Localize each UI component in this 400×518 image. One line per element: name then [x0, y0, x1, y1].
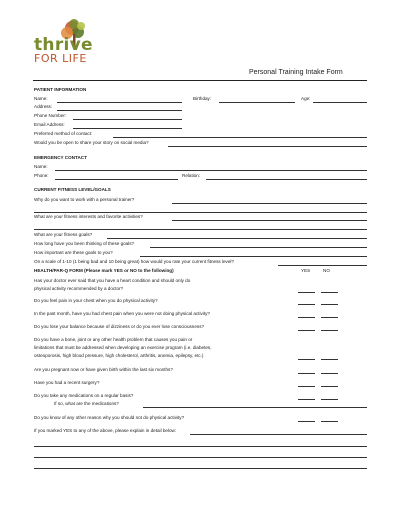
health-q7-yes[interactable] — [298, 386, 315, 387]
health-q4-yes[interactable] — [298, 330, 315, 331]
age-label: Age: — [301, 96, 311, 101]
fitness-q2-label: What are your fitness interests and favorite activities? — [34, 214, 143, 219]
social-media-field[interactable] — [168, 146, 367, 147]
address-field[interactable] — [57, 110, 182, 111]
fitness-q3-label: What are your fitness goals? — [34, 232, 93, 237]
no-column-header: NO — [323, 268, 330, 273]
health-q6-yes[interactable] — [298, 373, 315, 374]
emergency-name-label: Name: — [34, 164, 48, 169]
email-label: Email Address: — [34, 122, 65, 127]
health-q8-line1: Do you take any medications on a regular basis? — [34, 393, 134, 398]
health-q9-label: Do you know of any other reason why you should not do physical activity? — [34, 415, 185, 420]
health-q2-no[interactable] — [321, 304, 338, 305]
preferred-contact-field[interactable] — [113, 137, 367, 138]
fitness-q1-field-2[interactable] — [34, 212, 367, 213]
health-q8-no[interactable] — [321, 399, 338, 400]
health-q7-no[interactable] — [321, 386, 338, 387]
fitness-q5-label: How important are these goals to you? — [34, 250, 113, 255]
health-q1-yes[interactable] — [298, 292, 315, 293]
health-q1-line2: physical activity recommended by a doctor? — [34, 286, 124, 291]
health-q6-label: Are you pregnant now or have given birth within the last six months? — [34, 367, 173, 372]
emergency-heading: EMERGENCY CONTACT — [34, 155, 87, 160]
health-q2-label: Do you feel pain in your chest when you do physical activity? — [34, 298, 158, 303]
explain-field-4[interactable] — [34, 468, 367, 469]
logo-forlife-text: FOR LIFE — [34, 52, 87, 65]
logo-thrive-text: thrive — [34, 35, 93, 55]
health-q9-yes[interactable] — [298, 421, 315, 422]
fitness-heading: CURRENT FITNESS LEVEL/GOALS — [34, 187, 111, 192]
birthday-field[interactable] — [219, 102, 295, 103]
phone-number-label: Phone Number: — [34, 113, 67, 118]
patient-heading: PATIENT INFORMATION — [34, 87, 87, 92]
fitness-q2-field-2[interactable] — [34, 229, 367, 230]
medications-field[interactable] — [143, 407, 367, 408]
fitness-q2-field[interactable] — [172, 220, 367, 221]
health-q7-label: Have you had a recent surgery? — [34, 380, 100, 385]
yes-column-header: YES — [301, 268, 311, 273]
health-q9-no[interactable] — [321, 421, 338, 422]
health-q5-line1: Do you have a bone, joint or any other health problem that causes you pain or — [34, 337, 193, 342]
title-divider — [33, 80, 367, 81]
health-q8-yes[interactable] — [298, 399, 315, 400]
emergency-phone-label: Phone: — [34, 173, 49, 178]
email-field[interactable] — [73, 128, 182, 129]
health-q8-line2: If so, what are the medications? — [54, 401, 119, 406]
health-q1-line1: Has your doctor ever said that you have a heart condition and should only do — [34, 278, 191, 283]
health-q5-line2: limitations that must be addressed when developing an exercise program (i.e. diabetes, — [34, 345, 212, 350]
health-q3-yes[interactable] — [298, 317, 315, 318]
health-q1-no[interactable] — [321, 292, 338, 293]
health-q4-no[interactable] — [321, 330, 338, 331]
form-title: Personal Training Intake Form — [249, 69, 343, 76]
health-q4-label: Do you lose your balance because of dizziness or do you ever lose consciousness? — [34, 324, 205, 329]
fitness-q1-field[interactable] — [172, 203, 367, 204]
fitness-q5-field[interactable] — [140, 256, 367, 257]
explain-field-3[interactable] — [34, 457, 367, 458]
preferred-contact-label: Preferred method of contact: — [34, 131, 93, 136]
fitness-q4-field[interactable] — [150, 247, 367, 248]
emergency-name-field[interactable] — [55, 170, 367, 171]
health-q5-yes[interactable] — [298, 359, 315, 360]
health-q3-no[interactable] — [321, 317, 338, 318]
health-heading: HEALTH/PAR-Q FORM (Please mark YES or NO to the following) — [34, 268, 174, 273]
health-q3-label: In the past month, have you had chest pain when you were not doing physical activity? — [34, 311, 210, 316]
fitness-q4-label: How long have you been thinking of these goals? — [34, 241, 135, 246]
phone-number-field[interactable] — [73, 119, 182, 120]
health-q5-no[interactable] — [321, 359, 338, 360]
fitness-q6-label: On a scale of 1-10 (1 being bad and 10 being great) how would you rate your current fitness level? — [34, 259, 234, 264]
patient-name-label: Name: — [34, 96, 48, 101]
relation-field[interactable] — [206, 179, 367, 180]
emergency-phone-field[interactable] — [55, 179, 178, 180]
fitness-q1-label: Why do you want to work with a personal trainer? — [34, 197, 135, 202]
fitness-q3-field[interactable] — [107, 238, 367, 239]
health-q10-label: If you marked YES to any of the above, please explain in detail below: — [34, 428, 177, 433]
health-q5-line3: osteoporosis, high blood pressure, high cholesterol, arthritis, anemia, epilepsy, etc.) — [34, 353, 204, 358]
explain-field-1[interactable] — [190, 434, 367, 435]
fitness-q6-field[interactable] — [278, 265, 367, 266]
birthday-label: Birthday: — [193, 96, 212, 101]
social-media-label: Would you be open to share your story on social media? — [34, 140, 149, 145]
patient-name-field[interactable] — [57, 102, 182, 103]
address-label: Address: — [34, 104, 53, 109]
health-q6-no[interactable] — [321, 373, 338, 374]
relation-label: Relation: — [182, 173, 201, 178]
explain-field-2[interactable] — [34, 446, 367, 447]
age-field[interactable] — [313, 102, 367, 103]
health-q2-yes[interactable] — [298, 304, 315, 305]
